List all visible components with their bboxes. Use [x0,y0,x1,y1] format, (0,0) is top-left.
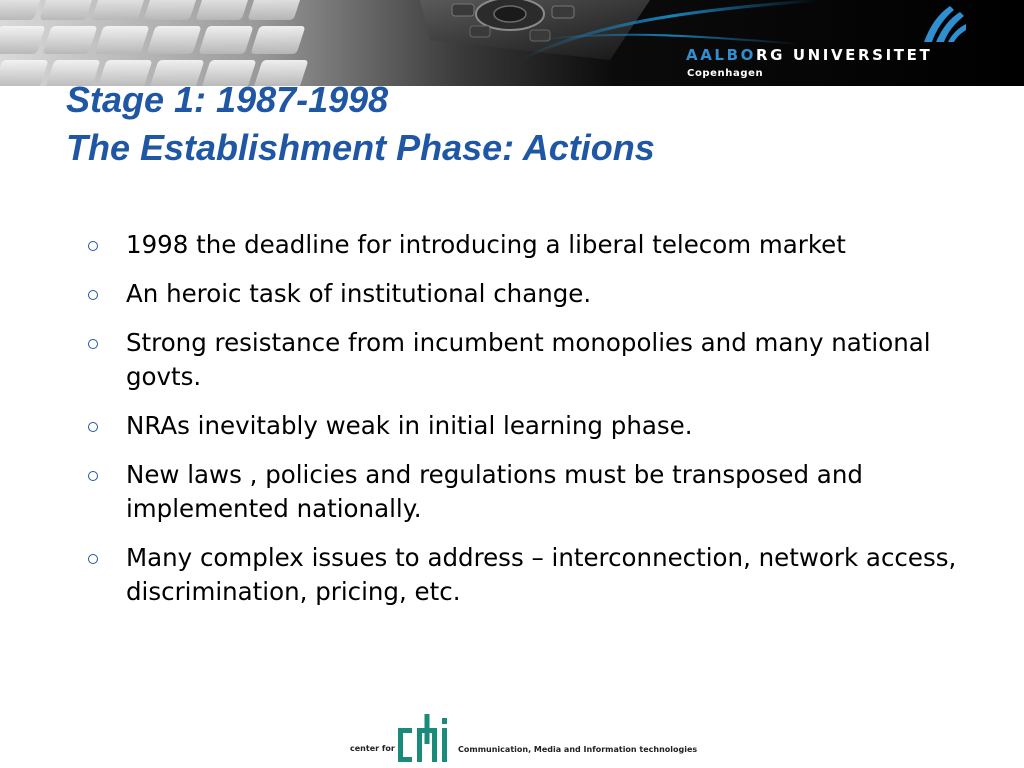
bullet-item [84,458,984,526]
university-name [686,46,932,64]
title-line-2: The Establishment Phase: Actions [66,127,655,168]
aalborg-logo-icon [920,4,968,46]
university-name-part3: UNIVERSITET [792,46,933,64]
bullet-text: NRAs inevitably weak in initial learning phase. [126,411,693,440]
bullet-text: 1998 the deadline for introducing a liberal telecom market [126,230,846,259]
university-name-accent: O [740,46,756,64]
bullet-text: Strong resistance from incumbent monopolies and many national govts. [126,328,931,391]
bullet-text: New laws , policies and regulations must be transposed and implemented nationally. [126,460,863,523]
footer-organisation-name: Communication, Media and Information technologies [458,745,698,754]
bullet-item [84,326,984,394]
bullet-text: An heroic task of institutional change. [126,279,592,308]
footer-center-for: center for [350,744,395,753]
aalborg-brand [624,0,1024,86]
bullet-circle-icon [88,422,98,432]
bullet-item [84,409,984,443]
cmi-logo-icon [398,714,454,766]
bullet-circle-icon [88,554,98,564]
slide-title [66,76,655,172]
bullet-circle-icon [88,339,98,349]
header-banner [0,0,1024,86]
university-name-part2: RG [755,46,786,64]
bullet-circle-icon [88,241,98,251]
bullet-circle-icon [88,290,98,300]
campus-name: Copenhagen [687,68,764,79]
footer [0,706,1024,768]
title-line-1: Stage 1: 1987-1998 [66,79,389,120]
bullet-list [84,228,984,624]
bullet-item [84,228,984,262]
bullet-item [84,541,984,609]
bullet-item [84,277,984,311]
university-name-part1: AALB [686,46,741,64]
bullet-circle-icon [88,471,98,481]
bullet-text: Many complex issues to address – interconnection, network access, discrimination, pricing, etc. [126,543,957,606]
